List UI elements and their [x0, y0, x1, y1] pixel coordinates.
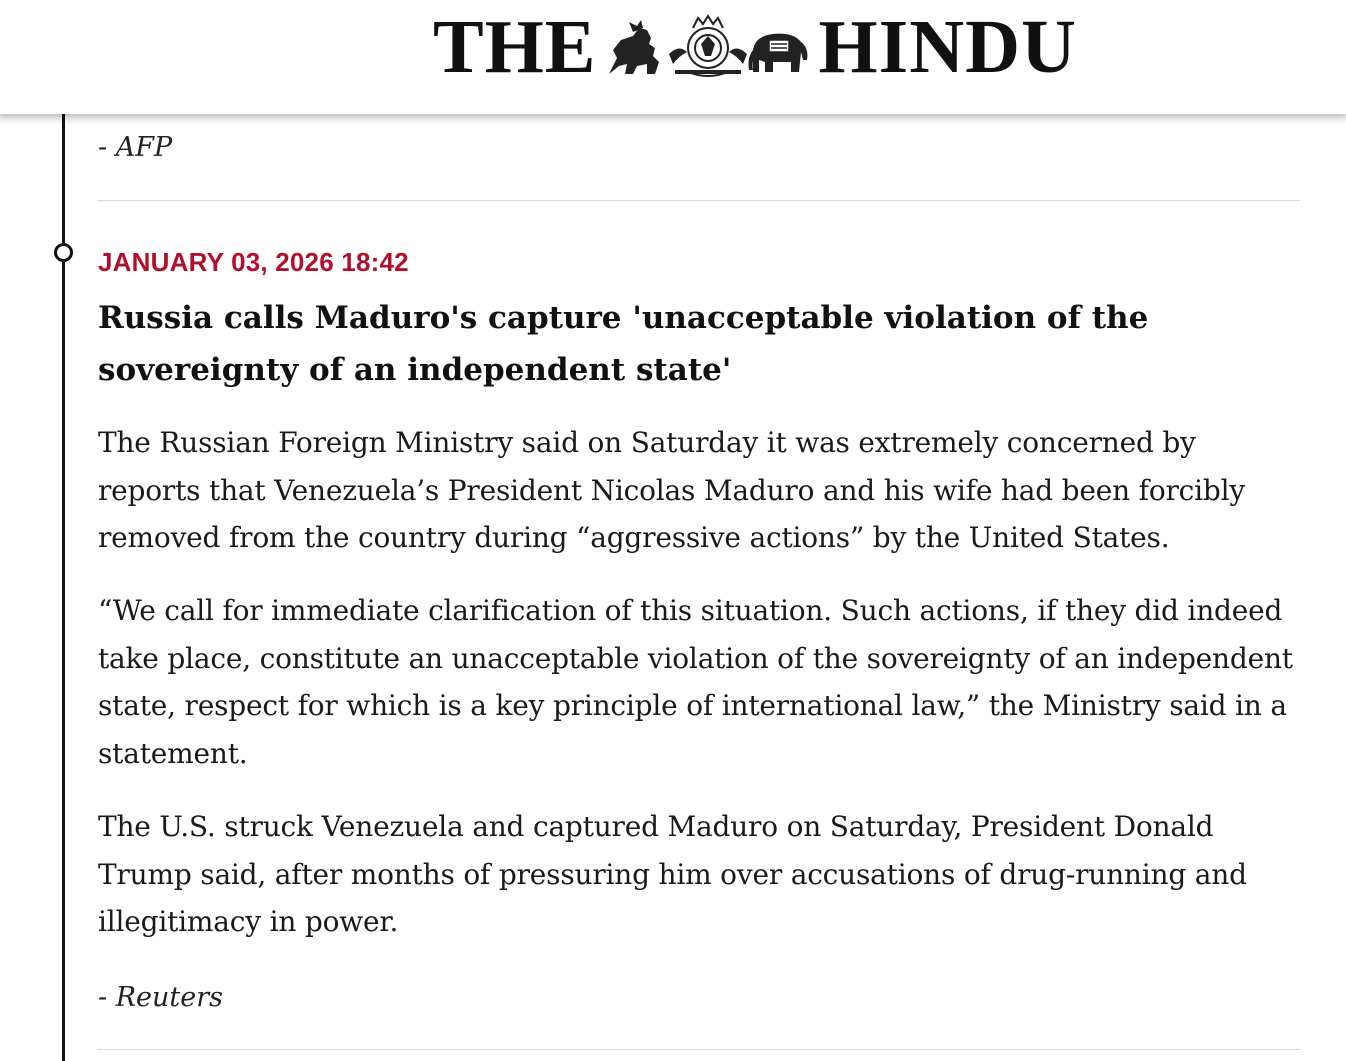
entry-timestamp: JANUARY 03, 2026 18:42 — [98, 247, 409, 277]
timeline-marker — [54, 243, 73, 262]
entry-paragraph: The Russian Foreign Ministry said on Saturday it was extremely concerned by reports that Venezuela’s President Nicolas Maduro and his wife had been forcibly removed from the country during “aggressive actions” by the United States. — [98, 426, 1245, 554]
entry-paragraph: “We call for immediate clarification of this situation. Such actions, if they did indeed take place, constitute an unacceptable violation of the sovereignty of an independent state, respect for which is a key principle of international law,” the Ministry said in a statement. — [98, 594, 1293, 770]
entry-headline: Russia calls Maduro's capture 'unacceptable violation of the sovereignty of an independent state' — [98, 300, 1149, 388]
lion-elephant-crest-icon — [603, 14, 813, 80]
previous-entry-source: - AFP — [98, 132, 173, 163]
entry-paragraph: The U.S. struck Venezuela and captured Maduro on Saturday, President Donald Trump said, after months of pressuring him over accusations of drug-running and illegitimacy in power. — [98, 810, 1247, 938]
site-logo[interactable] — [433, 5, 1077, 89]
entry-source: - Reuters — [98, 982, 223, 1013]
header-shadow — [0, 114, 1346, 126]
masthead — [0, 0, 1346, 114]
entry-divider — [97, 1049, 1300, 1050]
logo-word-hindu: HINDU — [818, 5, 1077, 89]
logo-word-the: THE — [433, 5, 597, 89]
entry-divider — [97, 200, 1300, 201]
